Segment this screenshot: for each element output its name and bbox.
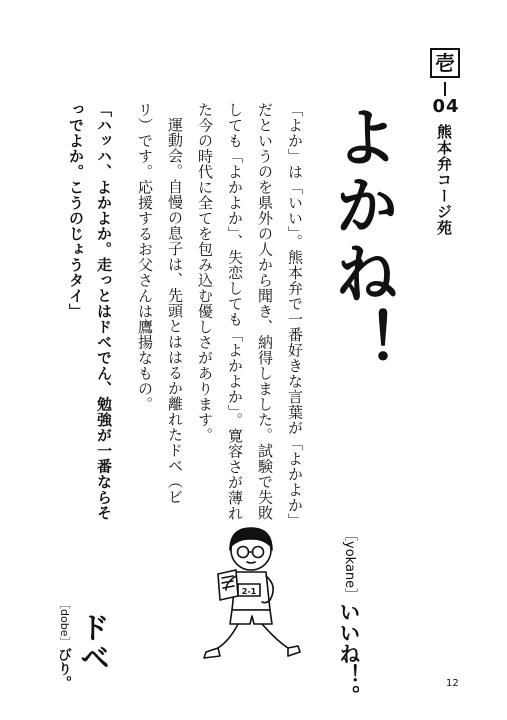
- body-paragraph-1: 「よか」は「いい」。熊本弁で一番好きな言葉が「よかよか」だというのを県外の人から聞き、納得しました。試験で失敗しても「よかよか」、失恋しても「よかよか」。寛容さが薄れた今の時代に全てを包み込む優しさがあります。: [196, 102, 304, 521]
- section-number: 04: [432, 96, 460, 117]
- dialect-quote: 「ハッハ、よかよか。走っとはドベでん、勉強が一番ならそっでよか。こうのじょうタイ」: [67, 102, 113, 521]
- running-boy-illustration: [196, 520, 306, 670]
- section-kanji: 壱: [435, 51, 455, 75]
- section-divider: [444, 82, 446, 96]
- bib-number: 2-1: [241, 587, 257, 596]
- definition-dobe-meaning: びり。: [56, 647, 72, 690]
- body-paragraph-2: 運動会。自慢の息子は、先頭とははるか離れたドベ（ビリ）です。応援するお父さんは鷹揚なもの。: [136, 102, 184, 505]
- definition-yokane-meaning: いいね！。: [337, 601, 361, 707]
- headword: よかね！: [324, 104, 398, 376]
- page-number: 12: [446, 678, 459, 689]
- series-title: 熊本弁コージ苑: [435, 124, 453, 236]
- headword-dobe: ドベ: [74, 612, 109, 672]
- body-text: [130, 102, 310, 522]
- definition-yokane: [338, 528, 359, 706]
- definition-dobe: [57, 598, 71, 689]
- definition-yokane-romaji: ［yokane］: [342, 528, 357, 602]
- definition-dobe-romaji: ［dobe］: [58, 598, 71, 648]
- section-kanji-box: [430, 48, 460, 78]
